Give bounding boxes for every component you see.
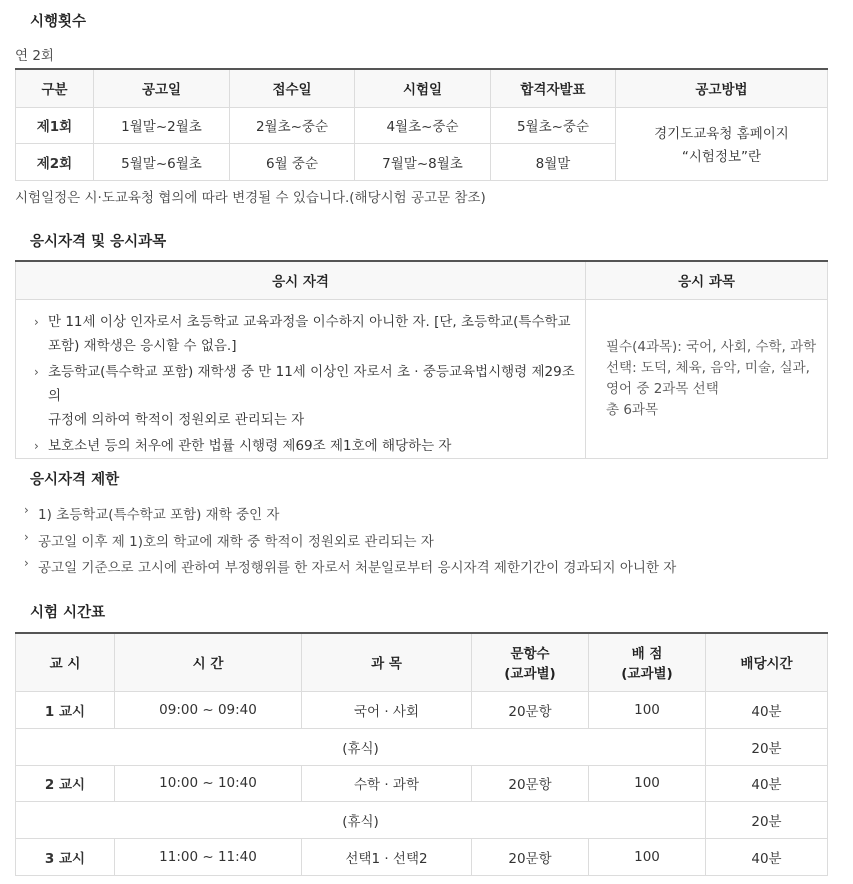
cell-period: 3 교시 xyxy=(16,838,115,875)
list-item-text: 만 11세 이상 인자로서 초등학교 교육과정을 이수하지 아니한 자. [단, 초등학교(특수학교 xyxy=(48,313,571,330)
chevron-right-icon: › xyxy=(24,556,29,570)
list-item xyxy=(24,503,279,523)
subjects-cell xyxy=(586,299,828,458)
cell-time: 09:00 ~ 09:40 xyxy=(115,691,302,728)
list-item-text: 규정에 의하여 학적이 정원외로 관리되는 자 xyxy=(48,411,305,428)
cell-exam: 4월초~중순 xyxy=(355,107,491,143)
subject-line: 총 6과목 xyxy=(606,401,659,418)
cell-count: 20문항 xyxy=(472,691,589,728)
list-item xyxy=(24,556,676,576)
cell-duration: 20분 xyxy=(706,801,828,838)
row-label: 제1회 xyxy=(16,107,94,143)
row-label: 제2회 xyxy=(16,143,94,180)
subject-line: 선택: 도덕, 체육, 음악, 미술, 실과, xyxy=(606,359,810,376)
table-row xyxy=(16,838,828,875)
table-row xyxy=(16,765,828,801)
list-item-text: 1) 초등학교(특수학교 포함) 재학 중인 자 xyxy=(38,507,280,523)
header-qualification: 응시 자격 xyxy=(16,261,586,299)
table-row xyxy=(16,728,828,765)
cell-method xyxy=(616,107,828,180)
cell-duration: 40분 xyxy=(706,765,828,801)
list-item-text: 공고일 이후 제 1)호의 학교에 재학 중 학적이 정원외로 관리되는 자 xyxy=(38,534,434,550)
chevron-right-icon: › xyxy=(34,364,39,379)
cell-period: 2 교시 xyxy=(16,765,115,801)
cell-notice: 1월말~2월초 xyxy=(94,107,230,143)
chevron-right-icon: › xyxy=(24,530,29,544)
header-subject: 과 목 xyxy=(302,633,472,691)
section-title-restriction: 응시자격 제한 xyxy=(30,472,120,488)
cell-duration: 40분 xyxy=(706,691,828,728)
header-count-line: 문항수 xyxy=(510,646,550,663)
header-period: 교 시 xyxy=(16,633,115,691)
list-item-text: 공고일 기준으로 고시에 관하여 부정행위를 한 자로서 처분일로부터 응시자격 제한기간이 경과되지 아니한 자 xyxy=(38,560,677,576)
table-row xyxy=(16,801,828,838)
cell-break: (휴식) xyxy=(16,728,706,765)
list-item-text: 초등학교(특수학교 포함) 재학생 중 만 11세 이상인 자로서 초 · 중등교육법시행령 제29조의 xyxy=(48,363,575,404)
header-exam: 시험일 xyxy=(355,69,491,107)
list-item-text: 포함) 재학생은 응시할 수 없음.] xyxy=(48,337,237,354)
cell-time: 10:00 ~ 10:40 xyxy=(115,765,302,801)
list-item xyxy=(34,310,585,358)
timetable xyxy=(15,632,828,876)
list-item-text: 보호소년 등의 처우에 관한 법률 시행령 제69조 제1호에 해당하는 자 xyxy=(48,437,452,454)
exam-frequency: 연 2회 xyxy=(15,48,54,64)
schedule-table xyxy=(15,68,828,181)
header-notice: 공고일 xyxy=(94,69,230,107)
header-method: 공고방법 xyxy=(616,69,828,107)
header-time: 시 간 xyxy=(115,633,302,691)
header-score-line: 배 점 xyxy=(631,646,663,663)
subject-line: 영어 중 2과목 선택 xyxy=(606,380,719,397)
subject-line: 필수(4과목): 국어, 사회, 수학, 과학 xyxy=(606,338,817,355)
header-subjects: 응시 과목 xyxy=(586,261,828,299)
header-count-line: (교과별) xyxy=(504,666,556,683)
cell-subject: 선택1 · 선택2 xyxy=(302,838,472,875)
header-result: 합격자발표 xyxy=(491,69,616,107)
qualification-table xyxy=(15,260,828,459)
cell-apply: 6월 중순 xyxy=(230,143,355,180)
list-item xyxy=(34,434,585,458)
cell-score: 100 xyxy=(589,691,706,728)
cell-result: 8월말 xyxy=(491,143,616,180)
schedule-note: 시험일정은 시·도교육청 협의에 따라 변경될 수 있습니다.(해당시험 공고문 참조) xyxy=(15,190,486,206)
header-score-line: (교과별) xyxy=(621,666,673,683)
cell-duration: 20분 xyxy=(706,728,828,765)
cell-subject: 국어 · 사회 xyxy=(302,691,472,728)
method-line-2: “시험정보”란 xyxy=(681,149,762,165)
cell-exam: 7월말~8월초 xyxy=(355,143,491,180)
qualification-list xyxy=(16,299,586,458)
section-title-schedule: 시행횟수 xyxy=(30,14,87,30)
chevron-right-icon: › xyxy=(24,503,29,517)
header-count xyxy=(472,633,589,691)
chevron-right-icon: › xyxy=(34,438,39,453)
cell-count: 20문항 xyxy=(472,765,589,801)
header-division: 구분 xyxy=(16,69,94,107)
header-score xyxy=(589,633,706,691)
cell-break: (휴식) xyxy=(16,801,706,838)
cell-notice: 5월말~6월초 xyxy=(94,143,230,180)
cell-period: 1 교시 xyxy=(16,691,115,728)
cell-subject: 수학 · 과학 xyxy=(302,765,472,801)
method-line-1: 경기도교육청 홈페이지 xyxy=(654,126,789,142)
cell-score: 100 xyxy=(589,765,706,801)
cell-result: 5월초~중순 xyxy=(491,107,616,143)
cell-score: 100 xyxy=(589,838,706,875)
cell-count: 20문항 xyxy=(472,838,589,875)
section-title-timetable: 시험 시간표 xyxy=(30,605,106,621)
header-duration: 배당시간 xyxy=(706,633,828,691)
list-item xyxy=(34,360,585,432)
section-title-qualification: 응시자격 및 응시과목 xyxy=(30,234,167,250)
list-item xyxy=(24,530,434,550)
header-apply: 접수일 xyxy=(230,69,355,107)
table-row xyxy=(16,107,828,143)
cell-time: 11:00 ~ 11:40 xyxy=(115,838,302,875)
cell-duration: 40분 xyxy=(706,838,828,875)
chevron-right-icon: › xyxy=(34,314,39,329)
cell-apply: 2월초~중순 xyxy=(230,107,355,143)
table-row xyxy=(16,691,828,728)
